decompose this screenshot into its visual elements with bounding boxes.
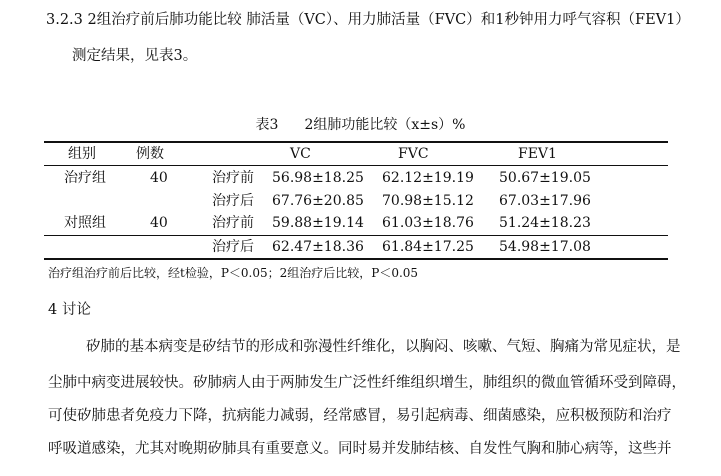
table-cell-stage: 治疗后	[212, 239, 254, 255]
table-cell-stage: 治疗前	[212, 215, 254, 231]
header-group: 组别	[68, 146, 96, 162]
table-cell-fev1: 51.24±18.23	[499, 215, 591, 231]
table-cell-fvc: 62.12±19.19	[382, 170, 474, 186]
paragraph-line: 尘肺中病变进展较快。矽肺病人由于两肺发生广泛性纤维组织增生，肺组织的微血管循环受到障碍，	[48, 375, 686, 391]
table-cell-count: 40	[150, 215, 168, 231]
table-cell-fev1: 54.98±17.08	[499, 239, 591, 255]
header-vc: VC	[290, 146, 311, 162]
paragraph-line: 矽肺的基本病变是矽结节的形成和弥漫性纤维化，以胸闷、咳嗽、气短、胸痛为常见症状，是	[86, 339, 681, 355]
table-footnote: 治疗组治疗前后比较，经t检验，P＜0.05；2组治疗后比较，P＜0.05	[48, 266, 419, 280]
table-cell-fev1: 50.67±19.05	[499, 170, 591, 186]
table-cell-stage: 治疗前	[212, 170, 254, 186]
table-group-separator	[44, 235, 668, 236]
table-cell-vc: 59.88±19.14	[272, 215, 364, 231]
table-title: 2组肺功能比较（x±s）%	[304, 117, 466, 133]
table-cell-count: 40	[150, 170, 168, 186]
table-cell-group: 治疗组	[64, 170, 106, 186]
table-cell-fvc: 70.98±15.12	[382, 193, 474, 209]
header-fev1: FEV1	[518, 146, 557, 162]
table-top-rule	[44, 141, 668, 143]
table-cell-stage: 治疗后	[212, 193, 254, 209]
table-caption	[0, 114, 721, 134]
table-bottom-rule	[44, 258, 668, 260]
header-fvc: FVC	[398, 146, 429, 162]
table-cell-group: 对照组	[64, 215, 106, 231]
paragraph-line: 呼吸道感染，尤其对晚期矽肺具有重要意义。同时易并发肺结核、自发性气胸和肺心病等，这些并	[48, 441, 672, 457]
table-cell-fvc: 61.84±17.25	[382, 239, 474, 255]
paragraph-line: 可使矽肺患者免疫力下降，抗病能力减弱，经常感冒，易引起病毒、细菌感染，应积极预防和治疗	[48, 408, 672, 424]
table-cell-vc: 62.47±18.36	[272, 239, 364, 255]
subsection-heading: 3.2.3 2组治疗前后肺功能比较 肺活量（VC）、用力肺活量（FVC）和1秒钟用力呼气容积（FEV1）	[46, 12, 690, 28]
header-count: 例数	[136, 146, 164, 162]
table-cell-fvc: 61.03±18.76	[382, 215, 474, 231]
table-header-rule	[44, 165, 668, 166]
section-title: 4 讨论	[48, 302, 91, 318]
table-cell-vc: 56.98±18.25	[272, 170, 364, 186]
table-cell-vc: 67.76±20.85	[272, 193, 364, 209]
subsection-heading-continuation: 测定结果，见表3。	[72, 48, 198, 64]
table-cell-fev1: 67.03±17.96	[499, 193, 591, 209]
table-number: 表3	[255, 117, 279, 133]
